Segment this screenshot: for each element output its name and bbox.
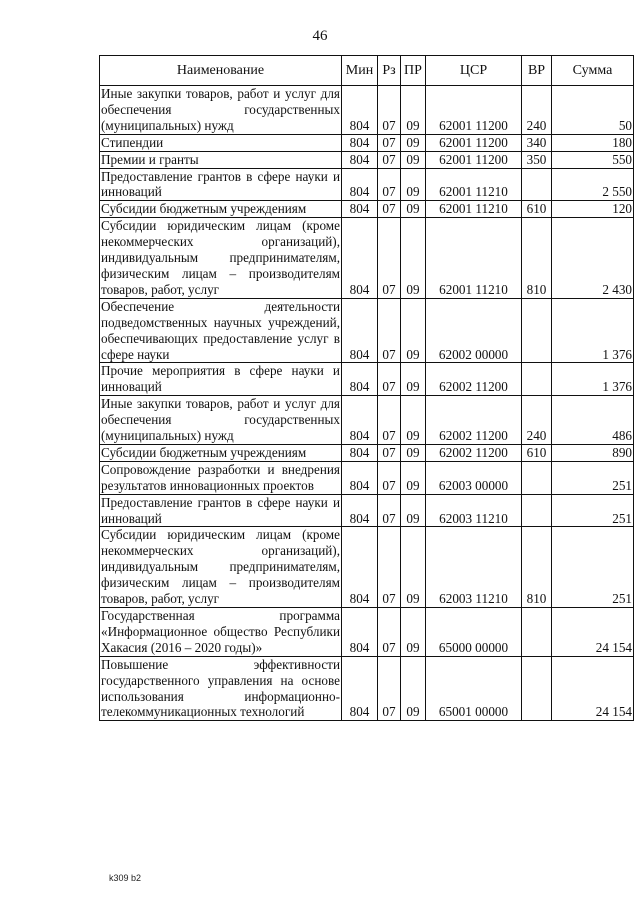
row-pr: 09 bbox=[401, 461, 426, 494]
row-pr: 09 bbox=[401, 168, 426, 201]
row-sum: 1 376 bbox=[552, 298, 634, 363]
row-name: Субсидии бюджетным учреждениям bbox=[100, 201, 342, 218]
row-rz: 07 bbox=[378, 298, 401, 363]
row-csr: 62003 11210 bbox=[426, 494, 522, 527]
row-rz: 07 bbox=[378, 134, 401, 151]
row-min: 804 bbox=[342, 494, 378, 527]
row-pr: 09 bbox=[401, 201, 426, 218]
table-row bbox=[100, 134, 634, 151]
row-pr: 09 bbox=[401, 396, 426, 445]
header-csr: ЦСР bbox=[426, 56, 522, 86]
row-pr: 09 bbox=[401, 444, 426, 461]
row-sum: 550 bbox=[552, 151, 634, 168]
table-body bbox=[100, 86, 634, 721]
row-csr: 62001 11200 bbox=[426, 151, 522, 168]
row-sum: 120 bbox=[552, 201, 634, 218]
row-csr: 62002 11200 bbox=[426, 444, 522, 461]
row-min: 804 bbox=[342, 396, 378, 445]
row-rz: 07 bbox=[378, 656, 401, 721]
table-row bbox=[100, 656, 634, 721]
row-vr: 610 bbox=[522, 444, 552, 461]
header-min: Мин bbox=[342, 56, 378, 86]
row-csr: 62001 11210 bbox=[426, 168, 522, 201]
row-name: Предоставление грантов в сфере науки и инноваций bbox=[101, 168, 340, 200]
row-name: Обеспечение деятельности подведомственных научных учреждений, обеспечивающих предоставление услуг в сфере науки bbox=[101, 298, 340, 362]
row-sum: 890 bbox=[552, 444, 634, 461]
table-header-row bbox=[100, 56, 634, 86]
table-row bbox=[100, 527, 634, 608]
row-vr bbox=[522, 298, 552, 363]
row-sum: 50 bbox=[552, 86, 634, 135]
row-pr: 09 bbox=[401, 656, 426, 721]
row-name: Субсидии юридическим лицам (кроме некоммерческих организаций), индивидуальным предпринимателям, физическим лицам – производителям товаров, работ, услуг bbox=[101, 527, 340, 607]
row-csr: 62002 11200 bbox=[426, 396, 522, 445]
table-row bbox=[100, 608, 634, 657]
row-vr: 240 bbox=[522, 396, 552, 445]
row-sum: 251 bbox=[552, 494, 634, 527]
row-name: Иные закупки товаров, работ и услуг для обеспечения государственных (муниципальных) нужд bbox=[101, 396, 340, 444]
row-min: 804 bbox=[342, 363, 378, 396]
row-pr: 09 bbox=[401, 218, 426, 299]
row-sum: 251 bbox=[552, 527, 634, 608]
row-rz: 07 bbox=[378, 494, 401, 527]
page-number: 46 bbox=[312, 28, 328, 44]
row-min: 804 bbox=[342, 86, 378, 135]
row-rz: 07 bbox=[378, 168, 401, 201]
row-pr: 09 bbox=[401, 151, 426, 168]
table-row bbox=[100, 151, 634, 168]
table-row bbox=[100, 218, 634, 299]
row-rz: 07 bbox=[378, 201, 401, 218]
row-csr: 62003 11210 bbox=[426, 527, 522, 608]
row-vr: 340 bbox=[522, 134, 552, 151]
row-min: 804 bbox=[342, 168, 378, 201]
header-pr: ПР bbox=[401, 56, 426, 86]
row-rz: 07 bbox=[378, 461, 401, 494]
row-csr: 62002 11200 bbox=[426, 363, 522, 396]
header-vr: ВР bbox=[522, 56, 552, 86]
row-min: 804 bbox=[342, 608, 378, 657]
table-row bbox=[100, 444, 634, 461]
row-csr: 62001 11200 bbox=[426, 134, 522, 151]
row-name: Субсидии бюджетным учреждениям bbox=[100, 444, 342, 461]
row-min: 804 bbox=[342, 527, 378, 608]
row-csr: 62002 00000 bbox=[426, 298, 522, 363]
header-sum: Сумма bbox=[552, 56, 634, 86]
table-row bbox=[100, 396, 634, 445]
row-rz: 07 bbox=[378, 444, 401, 461]
row-name: Прочие мероприятия в сфере науки и инноваций bbox=[101, 363, 340, 395]
row-vr: 810 bbox=[522, 218, 552, 299]
row-min: 804 bbox=[342, 134, 378, 151]
table-row bbox=[100, 494, 634, 527]
row-csr: 65000 00000 bbox=[426, 608, 522, 657]
row-min: 804 bbox=[342, 461, 378, 494]
row-min: 804 bbox=[342, 656, 378, 721]
table-row bbox=[100, 201, 634, 218]
row-pr: 09 bbox=[401, 134, 426, 151]
row-rz: 07 bbox=[378, 151, 401, 168]
row-pr: 09 bbox=[401, 298, 426, 363]
row-min: 804 bbox=[342, 444, 378, 461]
row-vr: 610 bbox=[522, 201, 552, 218]
row-vr bbox=[522, 168, 552, 201]
row-min: 804 bbox=[342, 298, 378, 363]
row-vr bbox=[522, 461, 552, 494]
row-name: Стипендии bbox=[100, 134, 342, 151]
row-csr: 62001 11200 bbox=[426, 86, 522, 135]
row-csr: 62003 00000 bbox=[426, 461, 522, 494]
row-sum: 1 376 bbox=[552, 363, 634, 396]
table-row bbox=[100, 168, 634, 201]
row-rz: 07 bbox=[378, 363, 401, 396]
header-name: Наименование bbox=[100, 56, 342, 86]
row-pr: 09 bbox=[401, 86, 426, 135]
header-rz: Рз bbox=[378, 56, 401, 86]
row-pr: 09 bbox=[401, 608, 426, 657]
row-pr: 09 bbox=[401, 494, 426, 527]
row-sum: 180 bbox=[552, 134, 634, 151]
table-row bbox=[100, 363, 634, 396]
row-rz: 07 bbox=[378, 218, 401, 299]
row-sum: 251 bbox=[552, 461, 634, 494]
row-name: Предоставление грантов в сфере науки и инноваций bbox=[101, 494, 340, 526]
row-vr bbox=[522, 608, 552, 657]
budget-table bbox=[99, 55, 634, 721]
row-vr bbox=[522, 656, 552, 721]
row-min: 804 bbox=[342, 218, 378, 299]
row-name: Повышение эффективности государственного управления на основе использования информационно-телекоммуникационных технологий bbox=[101, 656, 340, 720]
table-row bbox=[100, 461, 634, 494]
row-min: 804 bbox=[342, 201, 378, 218]
row-sum: 2 550 bbox=[552, 168, 634, 201]
row-name: Премии и гранты bbox=[100, 151, 342, 168]
row-vr bbox=[522, 363, 552, 396]
row-csr: 62001 11210 bbox=[426, 218, 522, 299]
row-min: 804 bbox=[342, 151, 378, 168]
row-pr: 09 bbox=[401, 527, 426, 608]
row-vr: 810 bbox=[522, 527, 552, 608]
row-sum: 2 430 bbox=[552, 218, 634, 299]
row-name: Сопровождение разработки и внедрения результатов инновационных проектов bbox=[101, 461, 340, 493]
row-rz: 07 bbox=[378, 396, 401, 445]
table-row bbox=[100, 298, 634, 363]
row-sum: 24 154 bbox=[552, 656, 634, 721]
row-csr: 62001 11210 bbox=[426, 201, 522, 218]
row-sum: 486 bbox=[552, 396, 634, 445]
row-name: Государственная программа «Информационное общество Республики Хакасия (2016 – 2020 годы)» bbox=[101, 608, 340, 655]
row-csr: 65001 00000 bbox=[426, 656, 522, 721]
footer-code: k309 b2 bbox=[109, 873, 142, 883]
row-vr: 240 bbox=[522, 86, 552, 135]
row-name: Иные закупки товаров, работ и услуг для обеспечения государственных (муниципальных) нужд bbox=[101, 86, 340, 133]
row-rz: 07 bbox=[378, 527, 401, 608]
row-vr bbox=[522, 494, 552, 527]
row-vr: 350 bbox=[522, 151, 552, 168]
row-pr: 09 bbox=[401, 363, 426, 396]
table-row bbox=[100, 86, 634, 135]
row-sum: 24 154 bbox=[552, 608, 634, 657]
row-name: Субсидии юридическим лицам (кроме некоммерческих организаций), индивидуальным предпринимателям, физическим лицам – производителям товаров, работ, услуг bbox=[101, 218, 340, 297]
row-rz: 07 bbox=[378, 608, 401, 657]
row-rz: 07 bbox=[378, 86, 401, 135]
